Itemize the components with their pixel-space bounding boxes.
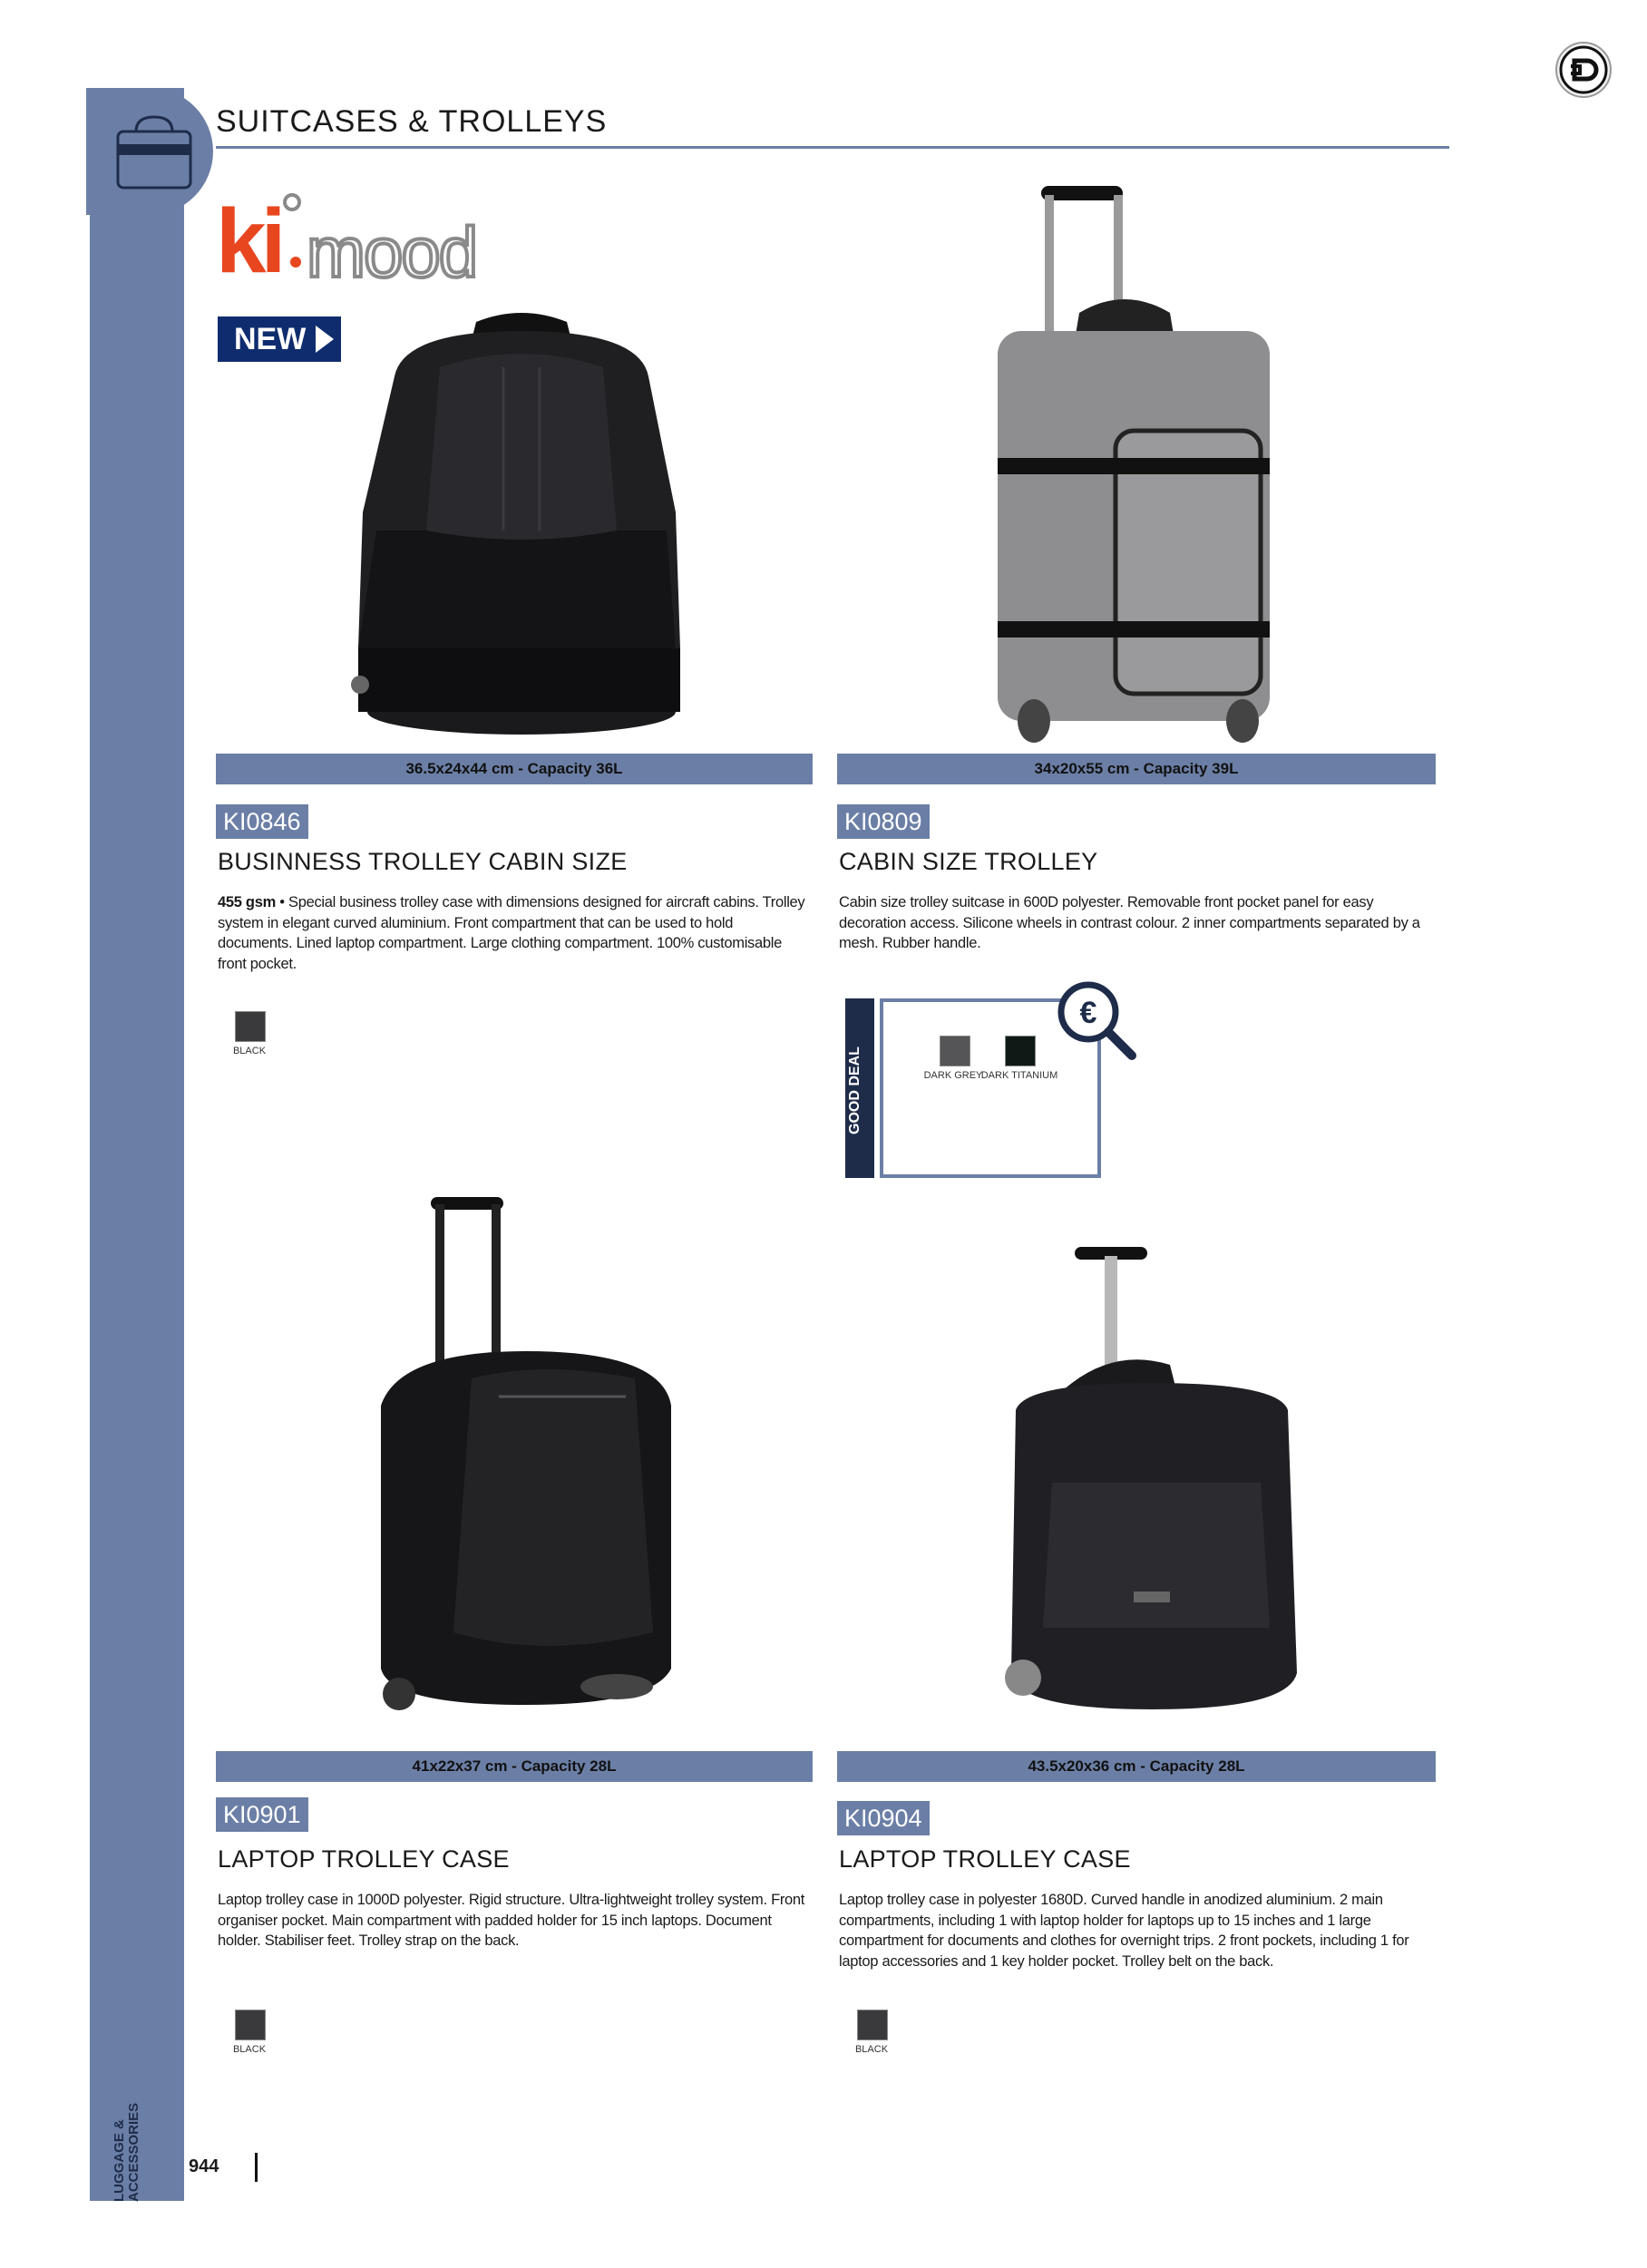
product-image-cabin-trolley: [979, 186, 1288, 748]
color-swatch-black: [235, 1011, 266, 1042]
shopping-bag-icon: [109, 104, 200, 195]
product-description: 455 gsm • Special business trolley case with dimensions designed for aircraft cabins. Trolley system in elegant curved aluminium. Front compartment that can be used to hold documents. Lined laptop compartment. Large clothing compartment. 100% customisable front pocket.: [218, 894, 805, 972]
product-description: Cabin size trolley suitcase in 600D polyester. Removable front pocket panel for easy decoration access. Silicone wheels in contrast colour. 2 inner compartments separated by a mesh. Rubber handle.: [839, 894, 1420, 951]
brand-corner-logo: [1554, 41, 1613, 99]
swatch-label: DARK TITANIUM: [980, 1070, 1058, 1081]
product-code: KI0904: [837, 1801, 930, 1835]
product-code: KI0901: [216, 1797, 308, 1832]
new-badge: NEW: [218, 316, 341, 362]
euro-search-icon: [1052, 976, 1139, 1063]
color-swatch-black: [235, 2010, 266, 2040]
page-number: 944: [189, 2156, 219, 2176]
spec-bar: 41x22x37 cm - Capacity 28L: [216, 1751, 813, 1782]
swatch-label: BLACK: [854, 2044, 889, 2055]
product-description: Laptop trolley case in polyester 1680D. Curved handle in anodized aluminium. 2 main compartments, including 1 with laptop holder for laptops up to 15 inches and 1 large compartment for documents and clothes for overnight trips. 2 front pockets, including 1 for laptop accessories and 1 key holder pocket. Trolley belt on the back.: [839, 1892, 1409, 1970]
product-name: LAPTOP TROLLEY CASE: [839, 1845, 1131, 1873]
title-divider: [216, 146, 1449, 149]
product-name: BUSINNESS TROLLEY CABIN SIZE: [218, 848, 628, 875]
svg-text:€: €: [1079, 996, 1097, 1030]
good-deal-strip: GOOD DEAL: [845, 998, 874, 1178]
product-description: Laptop trolley case in 1000D polyester. Rigid structure. Ultra-lightweight trolley system. Front organiser pocket. Main compartment with padded holder for 15 inch laptops. Document holder. Stabiliser feet. Trolley strap on the back.: [218, 1892, 805, 1949]
spec-bar: 36.5x24x44 cm - Capacity 36L: [216, 754, 813, 784]
swatch-label: DARK GREY: [923, 1070, 983, 1081]
color-swatch-black: [857, 2010, 888, 2040]
product-name: CABIN SIZE TROLLEY: [839, 848, 1098, 875]
product-image-backpack: [340, 304, 698, 748]
category-label: LUGGAGE & ACCESSORIES: [112, 2102, 141, 2202]
brand-logo: [216, 186, 497, 290]
swatch-label: BLACK: [232, 2044, 267, 2055]
side-band: [90, 88, 184, 2201]
product-image-laptop-trolley-2: [998, 1247, 1306, 1728]
svg-text:ki: ki: [216, 190, 281, 290]
page-number-rule: [255, 2153, 258, 2182]
spec-bar: 34x20x55 cm - Capacity 39L: [837, 754, 1436, 784]
arrow-right-icon: [314, 324, 336, 355]
section-icon-bubble: [86, 88, 213, 215]
product-name: LAPTOP TROLLEY CASE: [218, 1845, 510, 1873]
swatch-label: BLACK: [232, 1046, 267, 1056]
color-swatch-dark-grey: [940, 1036, 970, 1066]
product-image-laptop-trolley: [363, 1197, 689, 1723]
svg-text:mood: mood: [307, 212, 477, 290]
page-title: SUITCASES & TROLLEYS: [216, 104, 608, 139]
color-swatch-dark-titanium: [1005, 1036, 1036, 1066]
spec-bar: 43.5x20x36 cm - Capacity 28L: [837, 1751, 1436, 1782]
product-code: KI0846: [216, 804, 308, 839]
product-code: KI0809: [837, 804, 930, 839]
